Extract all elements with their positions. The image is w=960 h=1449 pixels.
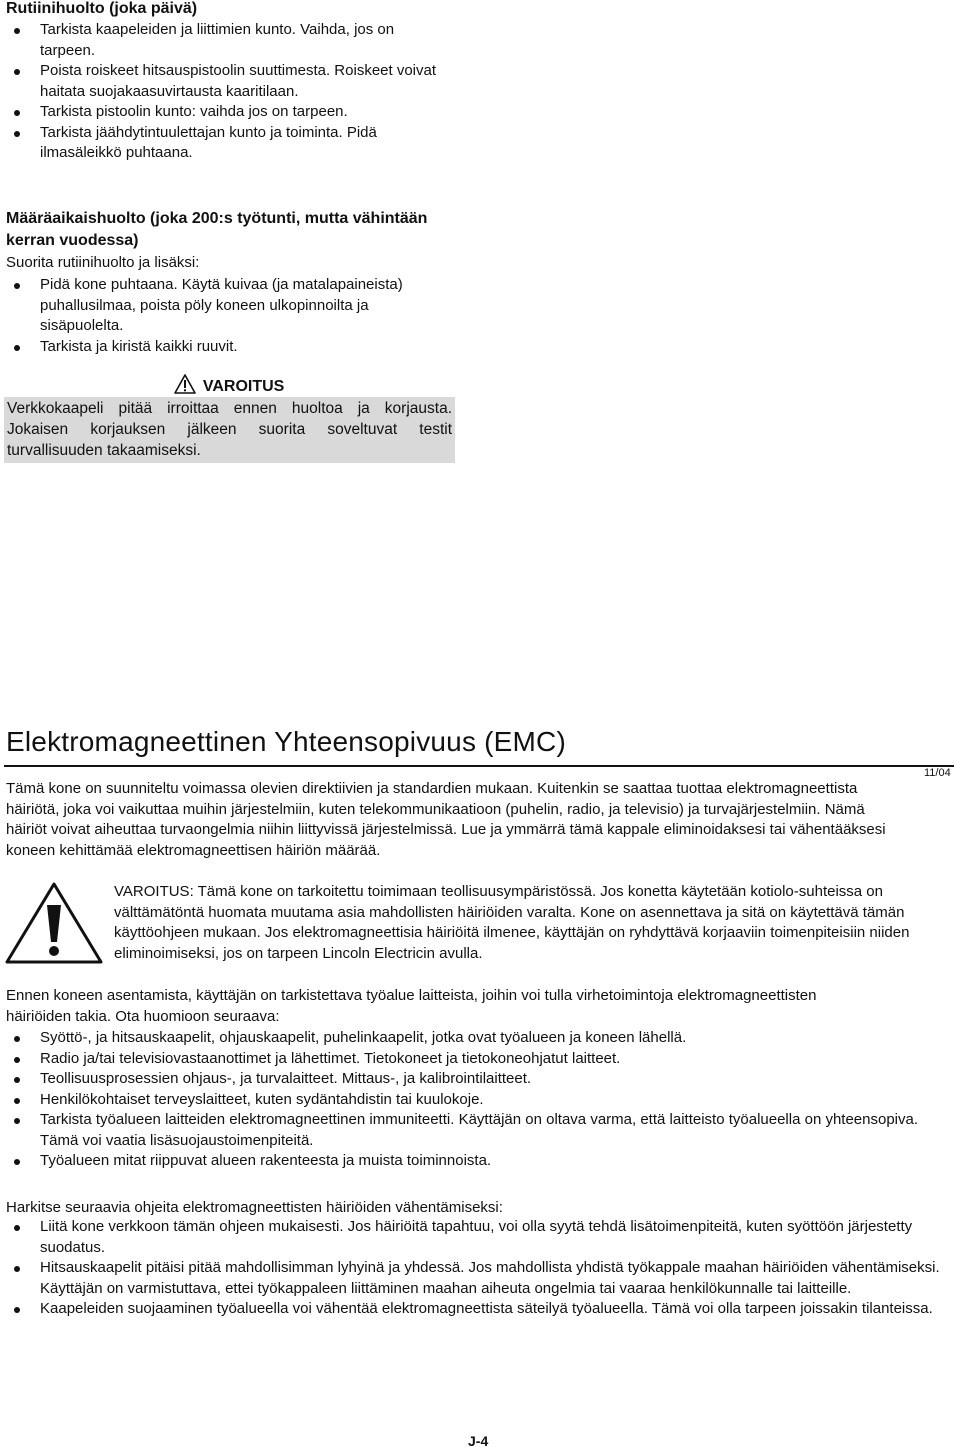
- emc-reduce-intro: Harkitse seuraavia ohjeita elektromagneettisten häiriöiden vähentämiseksi:: [6, 1199, 503, 1216]
- periodic-intro: Suorita rutiinihuolto ja lisäksi:: [6, 254, 200, 271]
- list-item: Työalueen mitat riippuvat alueen rakenteesta ja muista toiminnoista.: [6, 1151, 956, 1172]
- warning-triangle-icon: [174, 374, 196, 398]
- list-item: Henkilökohtaiset terveyslaitteet, kuten sydäntahdistin tai kuulokoje.: [6, 1090, 956, 1111]
- routine-maintenance-heading: Rutiinihuolto (joka päivä): [6, 0, 198, 17]
- periodic-maintenance-heading: Määräaikaishuolto (joka 200:s työtunti, mutta vähintään kerran vuodessa): [6, 210, 428, 249]
- list-item: Tarkista työalueen laitteiden elektromagneettinen immuniteetti. Käyttäjän on oltava varma, että laitteisto työalueella on yhteensopiva. Tämä voi vaatia lisäsuojaustoimenpiteitä.: [6, 1110, 956, 1151]
- list-item: Tarkista jäähdytintuulettajan kunto ja toiminta. Pidä ilmasäleikkö puhtaana.: [6, 123, 452, 164]
- list-item: Radio ja/tai televisiovastaanottimet ja lähettimet. Tietokoneet ja tietokoneohjatut laitteet.: [6, 1049, 956, 1070]
- routine-maintenance-list: [6, 20, 452, 164]
- emc-reduce-list: [6, 1217, 941, 1320]
- list-item: Tarkista kaapeleiden ja liittimien kunto. Vaihda, jos on tarpeen.: [6, 20, 452, 61]
- list-item: Tarkista pistoolin kunto: vaihda jos on tarpeen.: [6, 102, 452, 123]
- emc-check-list: [6, 1028, 956, 1172]
- list-item: Tarkista ja kiristä kaikki ruuvit.: [6, 337, 456, 358]
- emc-check-intro: Ennen koneen asentamista, käyttäjän on tarkistettava työalue laitteista, joihin voi tulla virhetoimintoja elektromagneettisten häiriöiden takia. Ota huomioon seuraava:: [6, 987, 817, 1025]
- list-item: Hitsauskaapelit pitäisi pitää mahdollisimman lyhyinä ja yhdessä. Jos mahdollista yhdistä työkappale maahan häiriöiden vähentämiseksi. Käyttäjän on varmistuttava, ettei työkappaleen liittäminen maahan aiheuta ongelmia tai vaaraa henkilökunnalle tai laitteille.: [6, 1258, 941, 1299]
- emc-warning-text: VAROITUS: Tämä kone on tarkoitettu toimimaan teollisuusympäristössä. Jos konetta käytetään kotiolo-suhteissa on välttämätöntä huomata muutama asia mahdollisten häiriöiden varalta. Kone on asennettava ja sitä on käytettävä tämän käyttöohjeen mukaan. Jos elektromagneettisia häiriöitä ilmenee, käyttäjän on ryhdyttävä korjaaviin toimenpiteisiin niiden eliminoimiseksi, jos on tarpeen Lincoln Electricin avulla.: [114, 883, 910, 962]
- list-item: Liitä kone verkkoon tämän ohjeen mukaisesti. Jos häiriöitä tapahtuu, voi olla syytä tehdä lisätoimenpiteitä, kuten syöttöön järjestetty suodatus.: [6, 1217, 941, 1258]
- list-item: Pidä kone puhtaana. Käytä kuivaa (ja matalapaineista) puhallusilmaa, poista pöly koneen ulkopinnoilta ja sisäpuolelta.: [6, 275, 456, 337]
- date-code: 11/04: [924, 767, 951, 779]
- warning-title: VAROITUS: [202, 378, 285, 395]
- emc-intro: Tämä kone on suunniteltu voimassa olevien direktiivien ja standardien mukaan. Kuitenkin se saattaa tuottaa elektromagneettista häiriötä, joka voi vaikuttaa muihin järjestelmiin, kuten telekommunikaatioon (puhelin, radio, ja televisio) ja turvajärjestelmiin. Nämä häiriöt voivat aiheuttaa turvaongelmia niihin liittyvissä järjestelmissä. Lue ja ymmärrä tämä kappale eliminoidaksesi tai vähentääksesi koneen kehittämää elektromagneettisen häiriön määrää.: [6, 780, 886, 859]
- warning-header: [6, 374, 452, 398]
- page-number: J-4: [468, 1433, 489, 1449]
- list-item: Teollisuusprosessien ohjaus-, ja turvalaitteet. Mittaus-, ja kalibrointilaitteet.: [6, 1069, 956, 1090]
- periodic-maintenance-list: [6, 275, 456, 357]
- warning-triangle-icon: [4, 881, 104, 965]
- list-item: Kaapeleiden suojaaminen työalueella voi vähentää elektromagneettista säteilyä työalueella. Tämä voi olla tarpeen joissakin tilanteissa.: [6, 1299, 941, 1320]
- warning-box: Verkkokaapeli pitää irroittaa ennen huoltoa ja korjausta. Jokaisen korjauksen jälkeen suorita soveltuvat testit turvallisuuden takaamiseksi.: [4, 397, 455, 463]
- list-item: Poista roiskeet hitsauspistoolin suuttimesta. Roiskeet voivat haitata suojakaasuvirtausta kaaritilaan.: [6, 61, 452, 102]
- heading-rule: [4, 765, 954, 767]
- list-item: Syöttö-, ja hitsauskaapelit, ohjauskaapelit, puhelinkaapelit, jotka ovat työalueen ja koneen lähellä.: [6, 1028, 956, 1049]
- emc-heading: Elektromagneettinen Yhteensopivuus (EMC): [6, 726, 567, 757]
